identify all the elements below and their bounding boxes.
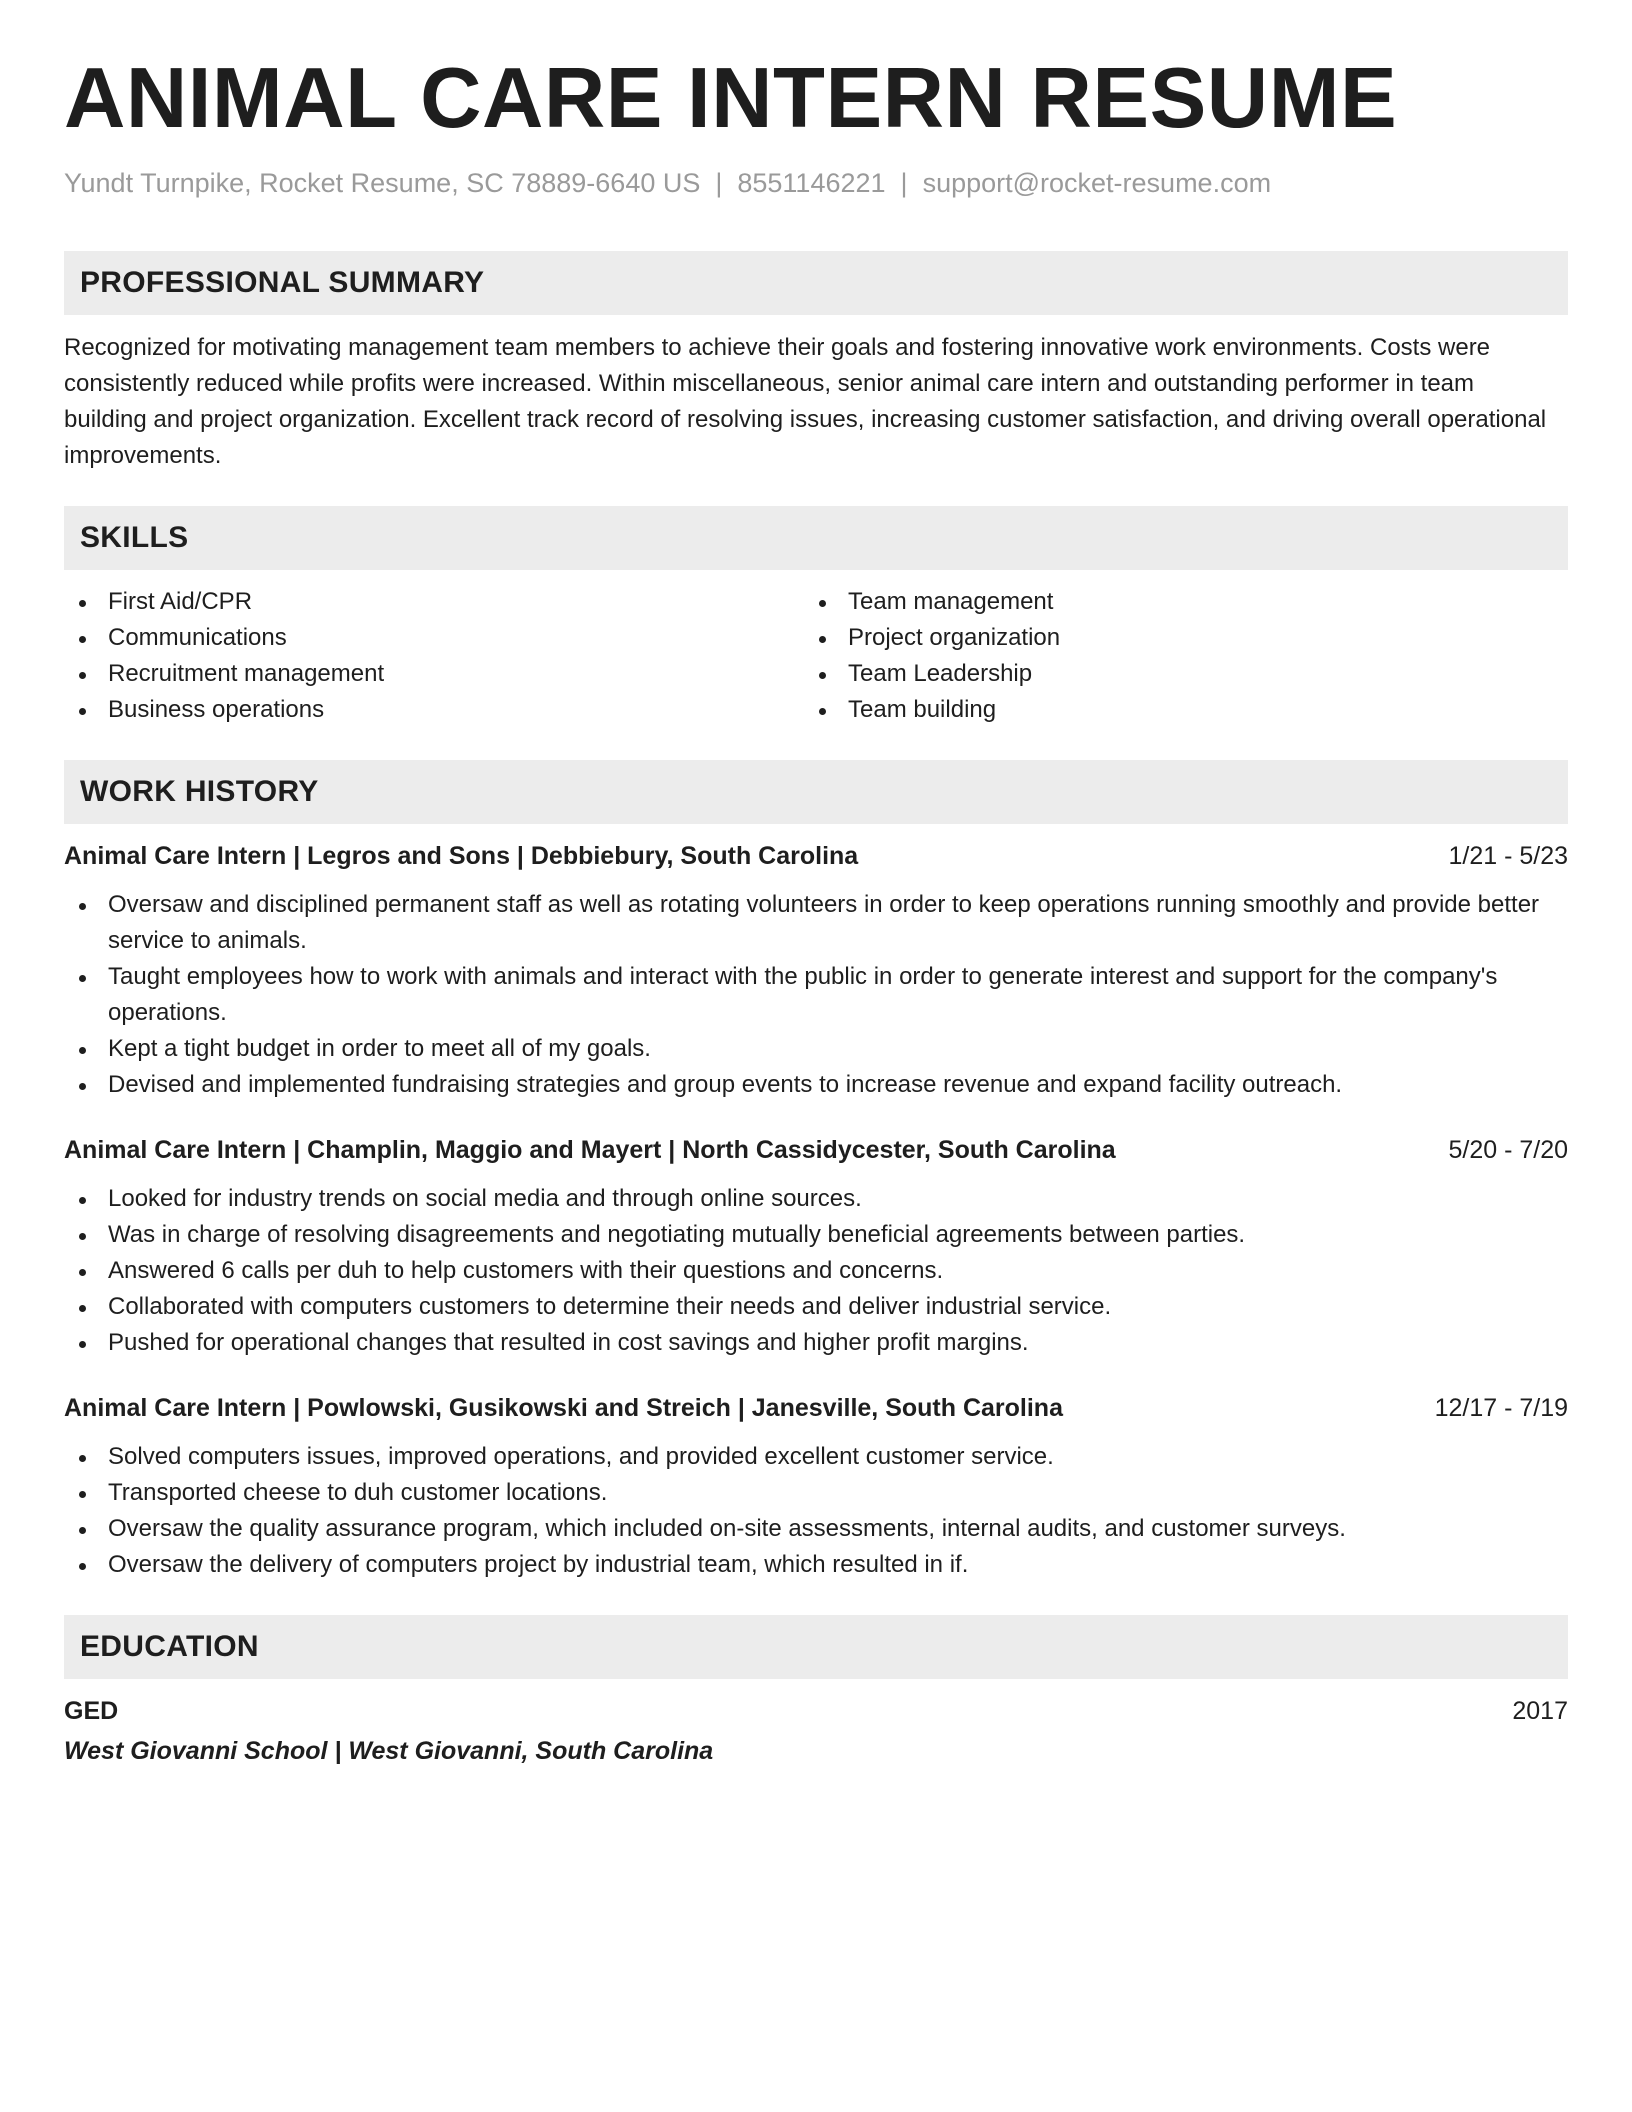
job-bullet: Taught employees how to work with animals and interact with the public in order to generate interest and support for the company's operations. [64,959,1568,1031]
education-header [64,1694,1568,1728]
education-year: 2017 [1512,1697,1568,1726]
skill-item: Communications [64,620,804,656]
skills-column-left [64,584,804,728]
skills-list [64,584,1568,728]
summary-text: Recognized for motivating management team members to achieve their goals and fostering innovative work environments. Costs were consistently reduced while profits were increased. Within miscellaneous, senior animal care intern and outstanding performer in team building and project organization. Excellent track record of resolving issues, increasing customer satisfaction, and driving overall operational improvements. [64,334,1547,470]
job-bullet: Oversaw the delivery of computers project by industrial team, which resulted in if. [64,1547,1568,1583]
skill-item: Team building [804,692,1544,728]
job-dates: 1/21 - 5/23 [1448,842,1568,871]
resume-title: ANIMAL CARE INTERN RESUME [64,51,1398,146]
job-dates: 12/17 - 7/19 [1434,1394,1568,1423]
job-bullet: Pushed for operational changes that resulted in cost savings and higher profit margins. [64,1325,1568,1361]
contact-address: Yundt Turnpike, Rocket Resume, SC 78889-6640 US [64,168,701,198]
job-header [64,1133,1568,1167]
section-header-skills: SKILLS [64,506,1568,570]
job-bullet: Looked for industry trends on social media and through online sources. [64,1181,1568,1217]
contact-phone: 8551146221 [737,168,886,198]
job-entry [64,1391,1568,1583]
contact-separator: | [715,168,723,198]
skill-item: Recruitment management [64,656,804,692]
job-title-line: Animal Care Intern | Legros and Sons | Debbiebury, South Carolina [64,842,859,871]
job-bullet: Kept a tight budget in order to meet all of my goals. [64,1031,1568,1067]
job-header [64,839,1568,873]
contact-email: support@rocket-resume.com [922,168,1272,198]
job-bullet: Answered 6 calls per duh to help customers with their questions and concerns. [64,1253,1568,1289]
job-entry [64,839,1568,1103]
job-title-line: Animal Care Intern | Powlowski, Gusikowski and Streich | Janesville, South Carolina [64,1394,1063,1423]
education-school: West Giovanni School | West Giovanni, South Carolina [64,1737,714,1766]
job-bullet: Solved computers issues, improved operations, and provided excellent customer service. [64,1439,1568,1475]
section-header-summary: PROFESSIONAL SUMMARY [64,251,1568,315]
job-entry [64,1133,1568,1361]
contact-separator: | [900,168,908,198]
section-header-work-history: WORK HISTORY [64,760,1568,824]
job-title-line: Animal Care Intern | Champlin, Maggio and Mayert | North Cassidycester, South Carolina [64,1136,1116,1165]
contact-line [64,167,1568,199]
section-header-education: EDUCATION [64,1615,1568,1679]
skill-item: Team Leadership [804,656,1544,692]
job-header [64,1391,1568,1425]
skill-item: Team management [804,584,1544,620]
job-bullets [64,1181,1568,1361]
job-bullet: Devised and implemented fundraising strategies and group events to increase revenue and expand facility outreach. [64,1067,1568,1103]
job-bullet: Transported cheese to duh customer locations. [64,1475,1568,1511]
job-bullet: Oversaw and disciplined permanent staff as well as rotating volunteers in order to keep operations running smoothly and provide better service to animals. [64,887,1568,959]
job-bullet: Collaborated with computers customers to determine their needs and deliver industrial service. [64,1289,1568,1325]
job-dates: 5/20 - 7/20 [1448,1136,1568,1165]
job-bullets [64,887,1568,1103]
skill-item: Project organization [804,620,1544,656]
skill-item: Business operations [64,692,804,728]
job-bullet: Was in charge of resolving disagreements and negotiating mutually beneficial agreements between parties. [64,1217,1568,1253]
job-bullet: Oversaw the quality assurance program, which included on-site assessments, internal audits, and customer surveys. [64,1511,1568,1547]
education-degree: GED [64,1697,119,1726]
skills-column-right [804,584,1544,728]
skill-item: First Aid/CPR [64,584,804,620]
job-bullets [64,1439,1568,1583]
